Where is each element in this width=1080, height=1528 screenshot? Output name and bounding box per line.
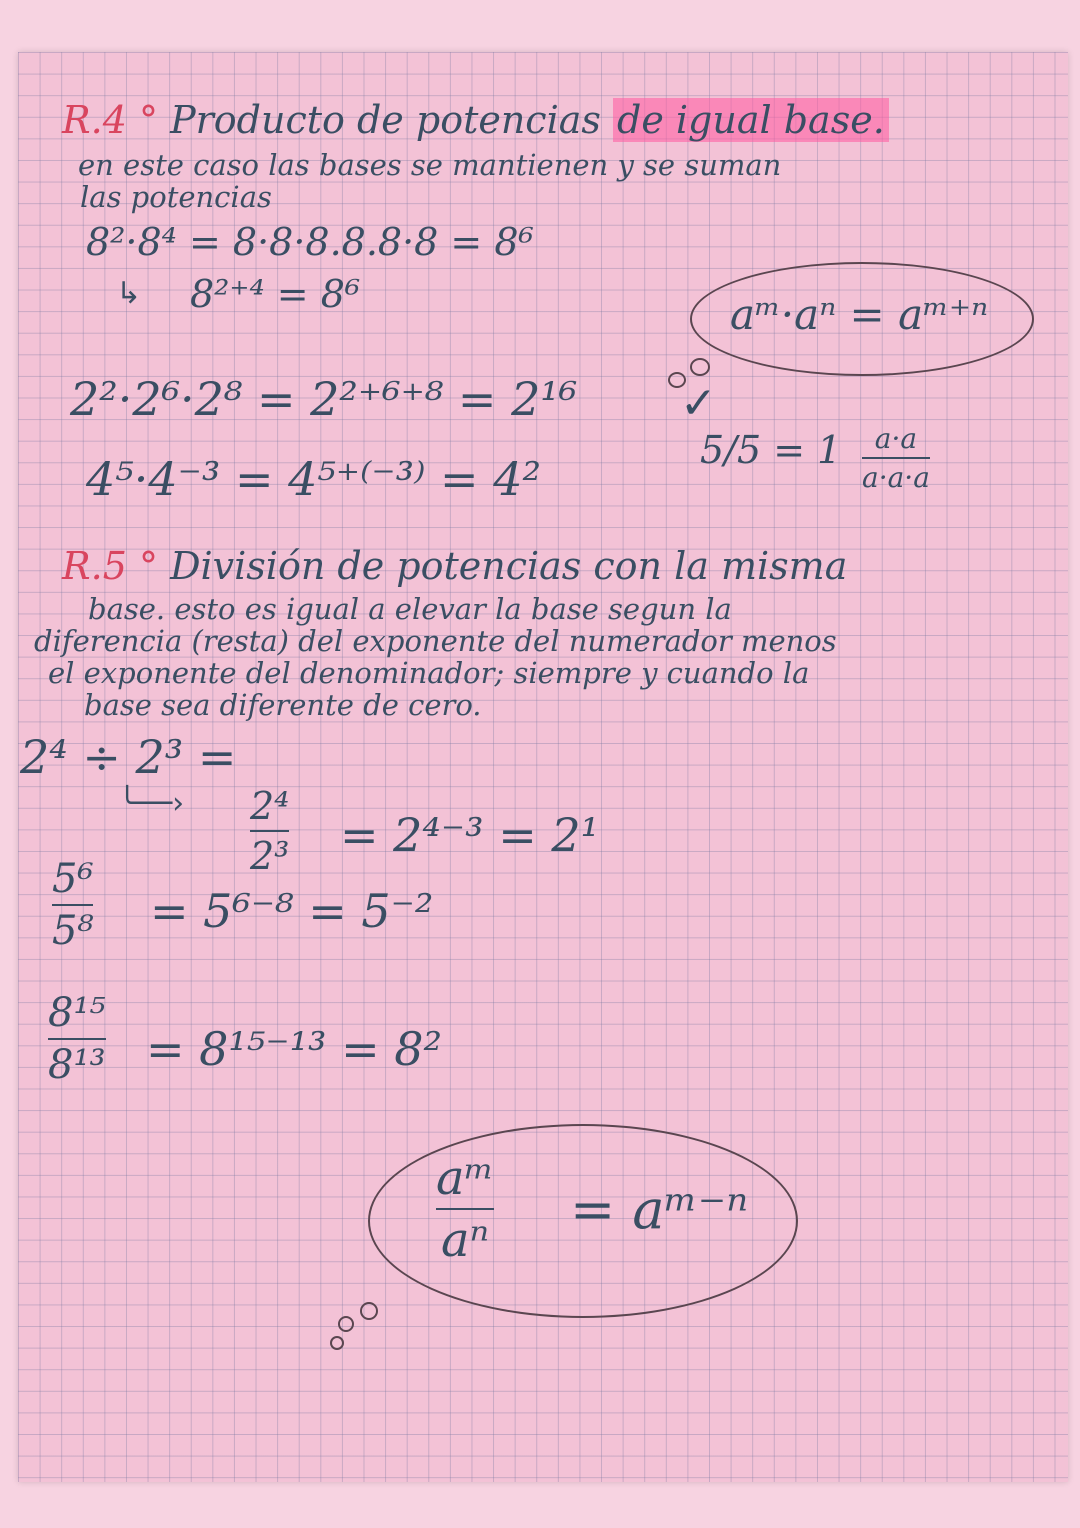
rule5-colon: ° [138,544,158,588]
thought-bubble-icon [330,1336,344,1350]
rule4-side-fraction: 5/5 = 1 [700,428,842,472]
example1-numerator: 2⁴ [250,784,290,828]
rule5-cloud-fraction [436,1150,494,1268]
rule4-title-highlight: de igual base. [613,98,889,142]
rule4-side-cancel [862,422,930,494]
rule5-example3-rhs: = 8¹⁵⁻¹³ = 8² [146,1022,442,1076]
example3-denominator: 8¹³ [48,1042,106,1088]
rule4-line2: en este caso las bases se mantienen y se suman [78,148,782,182]
fraction-bar [52,904,93,906]
rule5-title: División de potencias con la misma [170,544,848,588]
rule4-example1-a: 8²·8⁴ = 8·8·8.8.8·8 = 8⁶ [86,220,534,264]
rule4-example3: 4⁵·4⁻³ = 4⁵⁺⁽⁻³⁾ = 4² [86,452,541,506]
rule5-heading [62,544,847,588]
rule5-label: R.5 [62,544,127,588]
arrow-icon: ↳ [116,276,142,311]
checkmark-icon: ✓ [680,378,717,429]
rule5-line2: base. esto es igual a elevar la base segun la [88,592,732,626]
fraction-bar [436,1208,494,1210]
rule5-example2-rhs: = 5⁶⁻⁸ = 5⁻² [150,884,434,938]
fraction-bar [250,830,289,832]
fraction-bar [862,457,930,459]
cloud-denominator: aⁿ [440,1212,490,1268]
rule4-heading [62,98,889,142]
rule5-example3-fraction [48,990,106,1088]
example3-numerator: 8¹⁵ [48,990,106,1036]
thought-bubble-icon [668,372,686,388]
rule4-cloud-formula: aᵐ·aⁿ = aᵐ⁺ⁿ [730,290,989,339]
rule4-example1-b: 8²⁺⁴ = 8⁶ [190,272,361,316]
side-cancel-numerator: a·a [874,422,918,455]
thought-bubble-icon [690,358,710,376]
example1-denominator: 2³ [250,834,290,878]
arrow-icon: ╰──› [118,786,185,821]
example2-numerator: 5⁶ [52,856,94,902]
rule5-line5: base sea diferente de cero. [84,688,482,722]
rule5-example2-fraction [52,856,93,954]
rule4-title: Producto de potencias [170,98,601,142]
rule5-cloud-rhs: = aᵐ⁻ⁿ [570,1178,749,1241]
rule5-line3: diferencia (resta) del exponente del numerador menos [34,624,837,658]
rule4-label: R.4 [62,98,127,142]
thought-bubble-icon [360,1302,378,1320]
fraction-bar [48,1038,106,1040]
rule5-example1-a: 2⁴ ÷ 2³ = [20,730,237,784]
side-cancel-denominator: a·a·a [862,461,930,494]
rule4-line3: las potencias [80,180,272,214]
cloud-numerator: aᵐ [436,1150,495,1206]
rule5-example1-b: = 2⁴⁻³ = 2¹ [340,808,600,862]
rule4-colon: ° [138,98,158,142]
rule5-example1-fraction [250,784,289,878]
example2-denominator: 5⁸ [52,908,94,954]
rule4-example2: 2²·2⁶·2⁸ = 2²⁺⁶⁺⁸ = 2¹⁶ [70,372,578,426]
thought-bubble-icon [338,1316,354,1332]
rule5-line4: el exponente del denominador; siempre y cuando la [48,656,810,690]
